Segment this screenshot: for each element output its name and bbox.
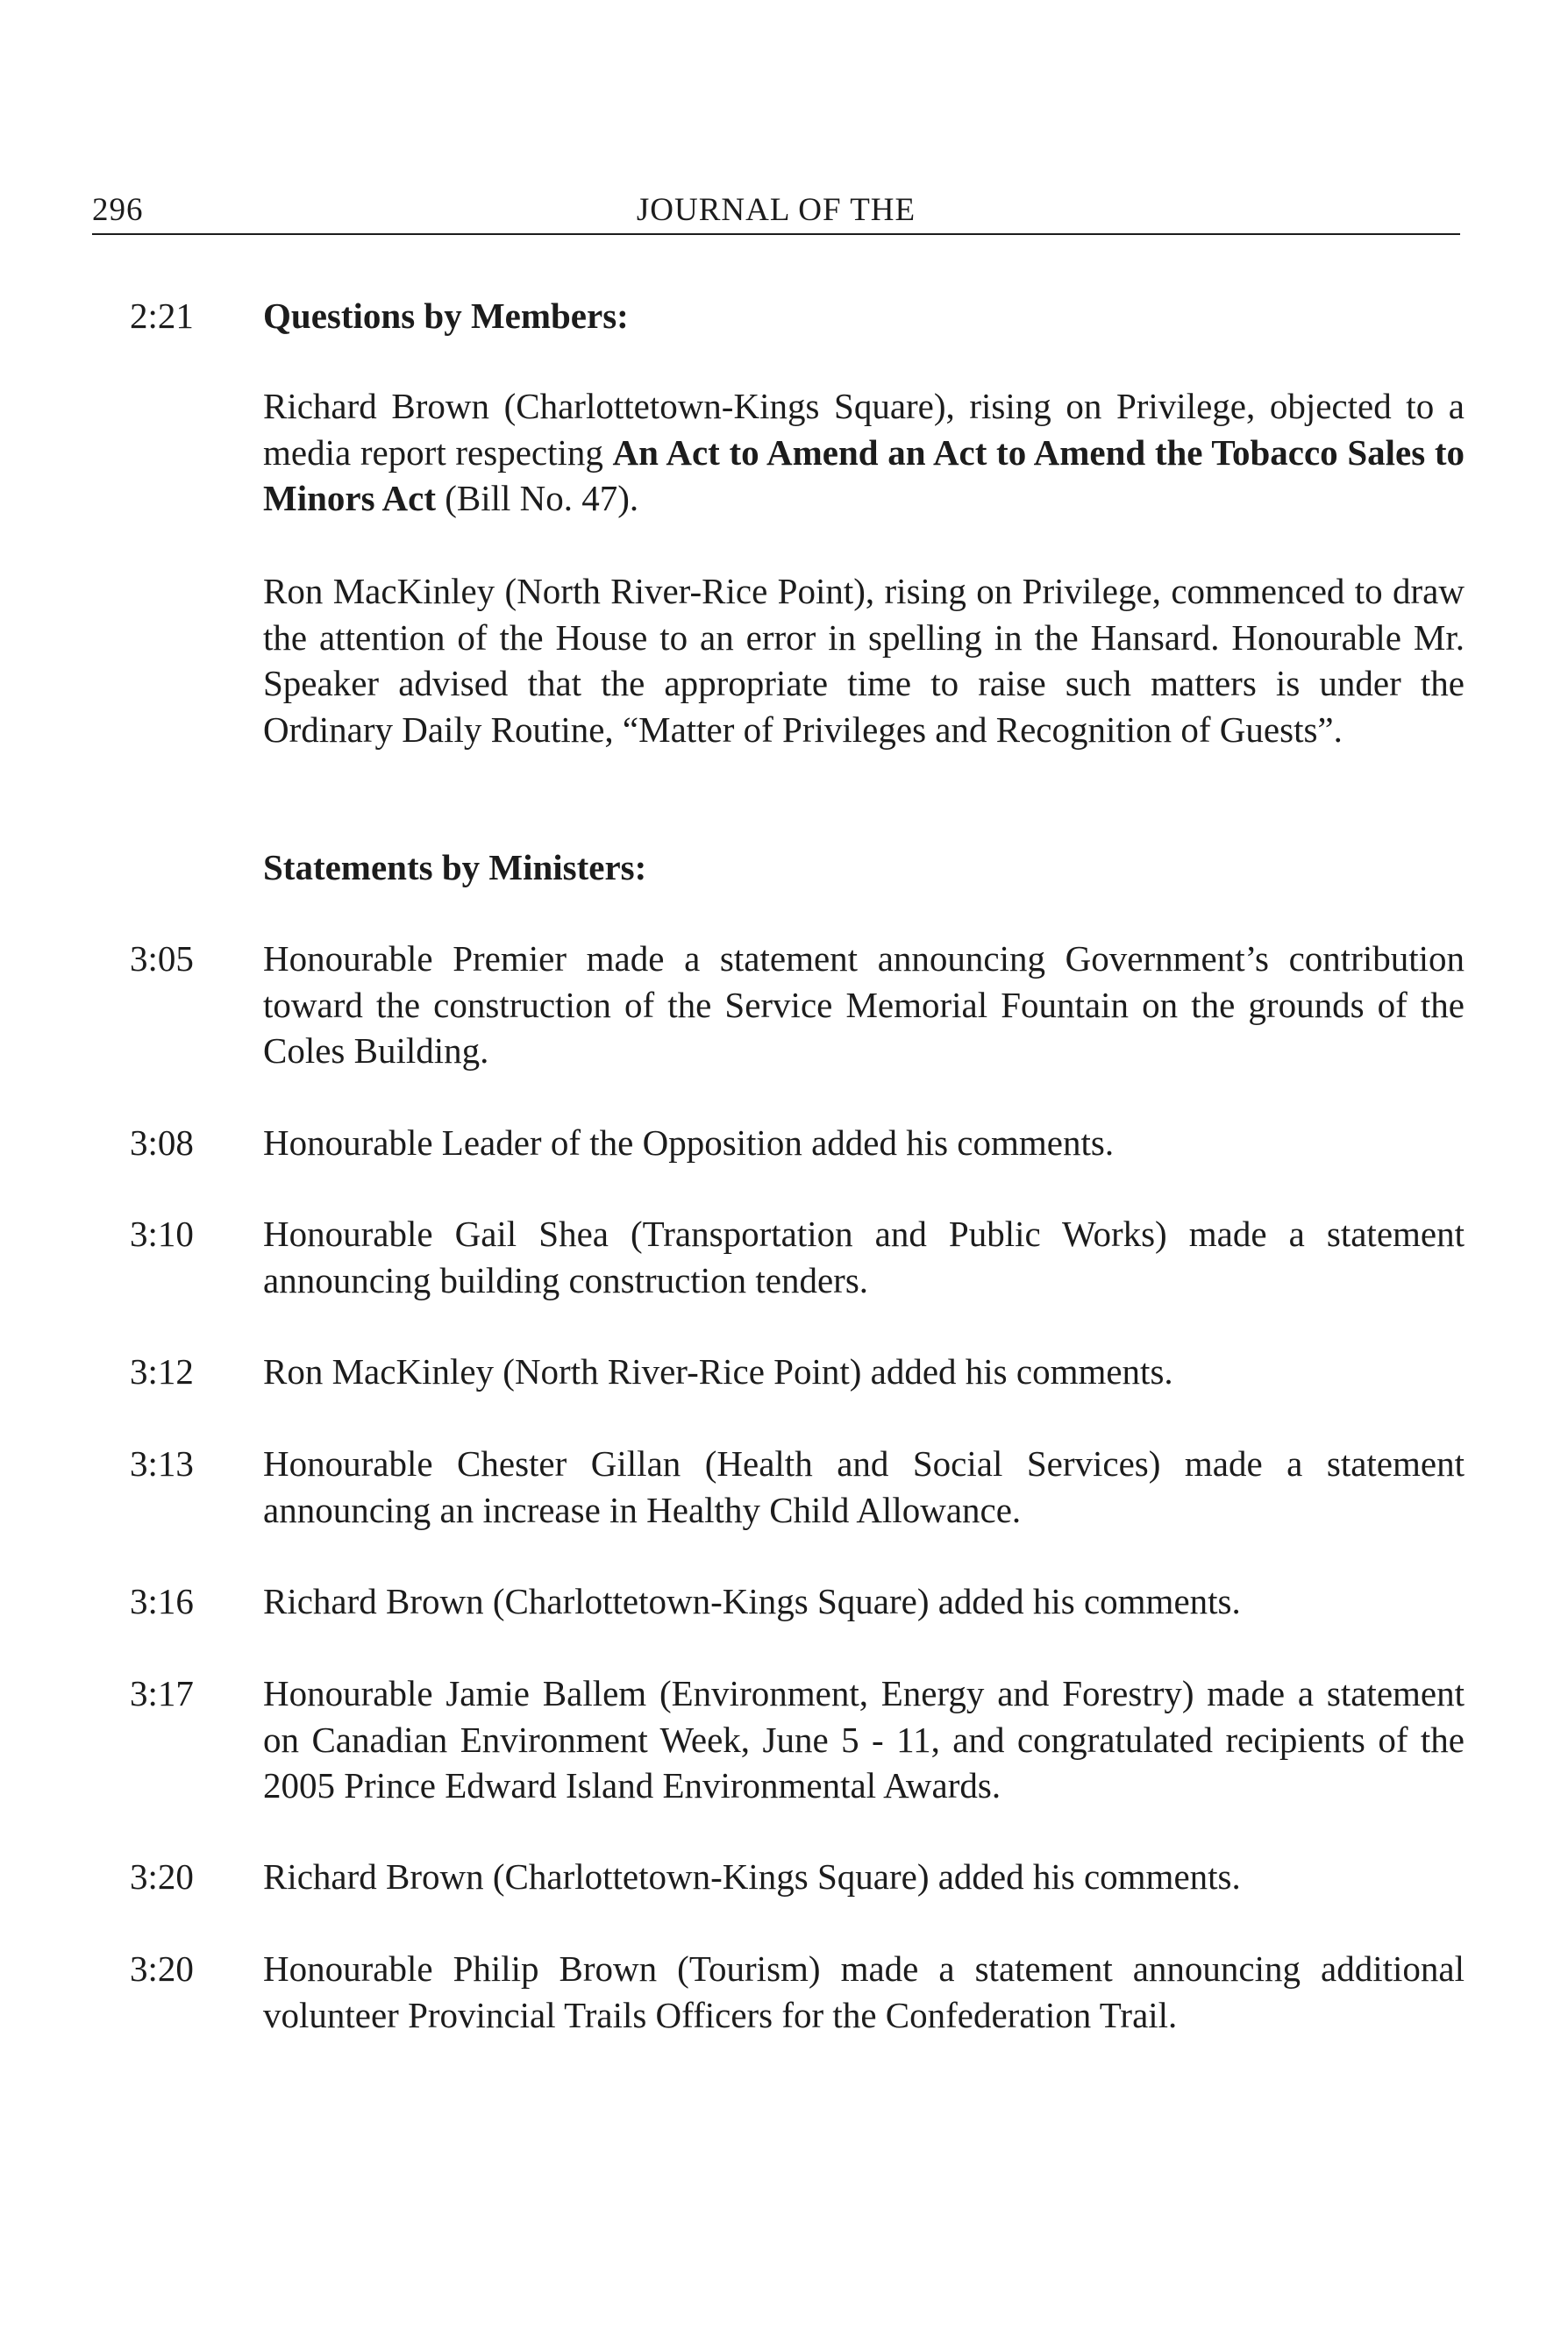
entry-time: 3:08 [130,1122,194,1163]
paragraph-text: (Bill No. 47). [436,478,639,518]
entry-time: 3:12 [130,1351,194,1392]
entry-text: Richard Brown (Charlottetown-Kings Square) added his comments. [263,1856,1241,1897]
entry-text: Honourable Leader of the Opposition added his comments. [263,1122,1115,1163]
entry-text: Honourable Jamie Ballem (Environment, Energy and Forestry) made a statement on Canadian Environment Week, June 5 - 11, and congratulated recipients of the 2005 Prince Edward Island Environmental Awards. [263,1673,1465,1805]
entry-text: Honourable Gail Shea (Transportation and Public Works) made a statement announcing building construction tenders. [263,1214,1465,1300]
paragraph-text: Richard Brown (Charlottetown-Kings Square), rising on Privilege, objected to a media report respecting [263,386,1465,473]
section-heading-questions: Questions by Members: [263,296,629,336]
entry-time: 3:13 [130,1443,194,1484]
page-number: 296 [92,192,144,228]
entry-time: 3:20 [130,1856,194,1897]
entry-text: Honourable Philip Brown (Tourism) made a statement announcing additional volunteer Provincial Trails Officers for the Confederation Trail. [263,1948,1465,2035]
entry-time: 3:16 [130,1581,194,1621]
entry-time: 3:05 [130,938,194,979]
entry-time: 3:17 [130,1673,194,1713]
section-heading-statements: Statements by Ministers: [263,847,647,887]
privilege-paragraph-1 [263,383,1465,522]
entry-text: Honourable Chester Gillan (Health and Social Services) made a statement announcing an increase in Healthy Child Allowance. [263,1443,1465,1530]
bill-title: An Act to Amend an Act to Amend the Tobacco Sales to Minors Act [263,431,1465,518]
entry-text: Richard Brown (Charlottetown-Kings Square) added his comments. [263,1581,1241,1621]
journal-title: JOURNAL OF THE [636,192,916,228]
running-head [92,191,1460,233]
privilege-paragraph-2: Ron MacKinley (North River-Rice Point), rising on Privilege, commenced to draw the attention of the House to an error in spelling in the Hansard. Honourable Mr. Speaker advised that the appropriate time to raise such matters is under the Ordinary Daily Routine, “Matter of Privileges and Recognition of Guests”. [263,571,1465,750]
entry-text: Honourable Premier made a statement announcing Government’s contribution toward the construction of the Service Memorial Fountain on the grounds of the Coles Building. [263,938,1465,1071]
entry-time: 2:21 [130,296,194,336]
header-rule [92,233,1460,235]
entry-text: Ron MacKinley (North River-Rice Point) added his comments. [263,1351,1173,1392]
entry-time: 3:20 [130,1948,194,1989]
entry-time: 3:10 [130,1214,194,1254]
